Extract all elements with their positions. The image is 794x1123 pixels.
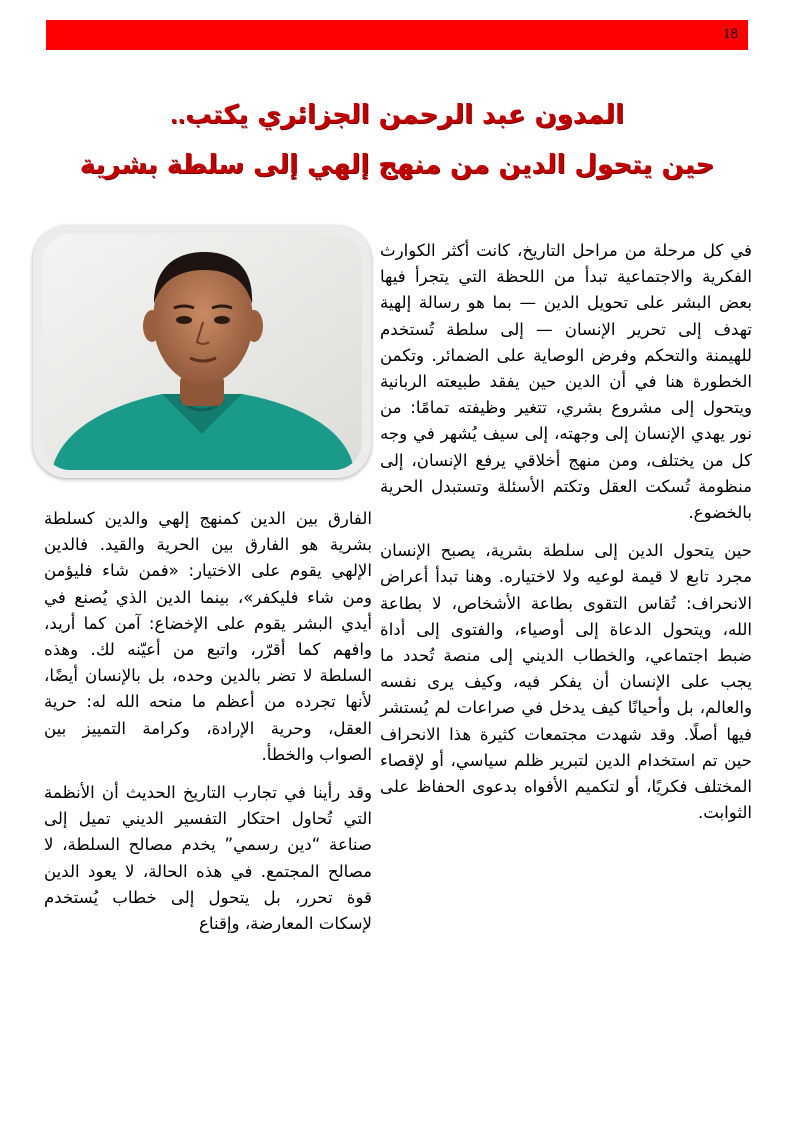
- page-number: 18: [723, 26, 738, 42]
- article-title: حين يتحول الدين من منهج إلهي إلى سلطة بشرية: [79, 150, 715, 180]
- article-right-column: [380, 238, 752, 838]
- article-paragraph: الفارق بين الدين كمنهج إلهي والدين كسلطة بشرية هو الفارق بين الحرية والقيد. فالدين الإلهي يقوم على الاختيار: «فمن شاء فليؤمن ومن شاء فليكفر»، بينما الدين الذي يُصنع في أيدي البشر يقوم على الإخضاع: آمن كما أريد، وافهم كما أقرّر، واتبع من أعيّنه لك. وهذه السلطة لا تضر بالدين وحده، بل بالإنسان أيضًا، لأنها تجرده من أعظم ما منحه الله له: حرية العقل، وحرية الإرادة، وكرامة التمييز بين الصواب والخطأ.: [44, 509, 372, 764]
- article-paragraph: في كل مرحلة من مراحل التاريخ، كانت أكثر الكوارث الفكرية والاجتماعية تبدأ من اللحظة التي يتجرأ فيها بعض البشر على تحويل الدين — بما هو رسالة إلهية تهدف إلى تحرير الإنسان — إلى سلطة تُستخدم للهيمنة والتحكم وفرض الوصاية على الضمائر. وتكمن الخطورة هنا في أن الدين حين يفقد طبيعته الربانية ويتحول إلى مشروع بشري، تتغير وظيفته تمامًا: من نور يهدي الإنسان إلى وجهته، إلى سيف يُشهر في وجه كل من يختلف، ومن منهج أخلاقي يرفع الإنسان، إلى منظومة تُسكت العقل وتكتم الأسئلة وتستبدل الحرية بالخضوع.: [380, 241, 752, 523]
- article-left-column: [44, 506, 372, 949]
- article-byline: [40, 100, 754, 130]
- author-photo-frame: [33, 226, 371, 478]
- portrait-illustration: [42, 234, 362, 470]
- byline-suffix: ..: [170, 104, 186, 128]
- byline-text: المدون عبد الرحمن الجزائري يكتب: [185, 100, 624, 130]
- portrait-photo-icon: [42, 234, 362, 470]
- article-paragraph: حين يتحول الدين إلى سلطة بشرية، يصبح الإنسان مجرد تابع لا قيمة لوعيه ولا لاختياره. وهنا تبدأ أعراض الانحراف: تُقاس التقوى بطاعة الأشخاص، لا بطاعة الله، ويتحول الدعاة إلى أوصياء، والفتوى إلى أداة ضبط اجتماعي، والخطاب الديني إلى منصة تُحدد ما يجب على الإنسان أن يفكر فيه، وكيف يرى نفسه والعالم، بل وأحيانًا كيف يدخل في صراعات لم يُستشر فيها أصلًا. وقد شهدت مجتمعات كثيرة هذا الانحراف حين تم استخدام الدين لتبرير ظلم سياسي، أو لإقصاء المختلف فكريًا، أو لتكميم الأفواه بدعوى الحفاظ على الثوابت.: [380, 541, 752, 823]
- article-paragraph: وقد رأينا في تجارب التاريخ الحديث أن الأنظمة التي تُحاول احتكار التفسير الديني تميل إلى صناعة “دين رسمي” يخدم مصالح السلطة، لا مصالح المجتمع. في هذه الحالة، لا يعود الدين قوة تحرر، بل يتحول إلى خطاب يُستخدم لإسكات المعارضة، وإقناع: [44, 783, 372, 934]
- page-header-bar: [46, 20, 748, 50]
